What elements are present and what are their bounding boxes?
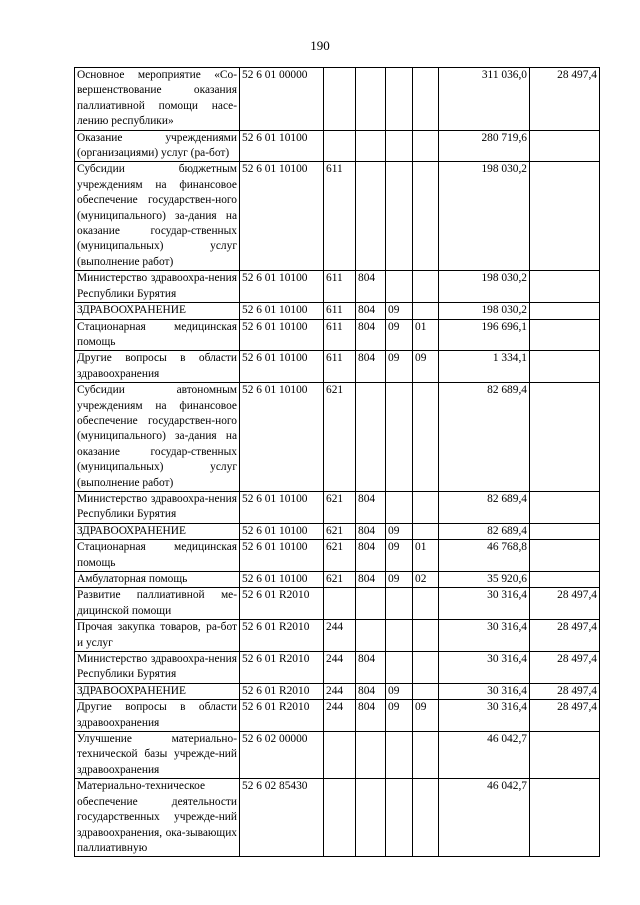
row-name-cell: Другие вопросы в области здравоохранения bbox=[75, 351, 240, 383]
amount-total-cell: 30 316,4 bbox=[439, 683, 530, 699]
expense-type-cell: 621 bbox=[324, 491, 356, 523]
table-row bbox=[75, 732, 600, 779]
amount-total-cell: 30 316,4 bbox=[439, 620, 530, 652]
subsection-cell bbox=[413, 523, 439, 539]
row-name-cell: Развитие паллиативной ме-дицинской помощи bbox=[75, 588, 240, 620]
row-name-cell: Министерство здравоохра-нения Республики Бурятия bbox=[75, 491, 240, 523]
section-cell: 09 bbox=[386, 351, 413, 383]
expense-type-cell: 611 bbox=[324, 319, 356, 351]
section-cell bbox=[386, 130, 413, 162]
amount-federal-cell: 28 497,4 bbox=[530, 68, 600, 131]
row-name-cell: Субсидии автономным учреждениям на финансовое обеспечение государствен-ного (муниципального) за-дания на оказание государ-ственных (муниципальных) услуг (выполнение работ) bbox=[75, 383, 240, 492]
amount-total-cell: 198 030,2 bbox=[439, 162, 530, 271]
ministry-code-cell: 804 bbox=[356, 319, 386, 351]
row-name-cell: Стационарная медицинская помощь bbox=[75, 540, 240, 572]
section-cell bbox=[386, 383, 413, 492]
table-row bbox=[75, 779, 600, 857]
amount-federal-cell: 28 497,4 bbox=[530, 620, 600, 652]
row-name-cell: Стационарная медицинская помощь bbox=[75, 319, 240, 351]
amount-federal-cell: 28 497,4 bbox=[530, 652, 600, 684]
table-row bbox=[75, 271, 600, 303]
ministry-code-cell: 804 bbox=[356, 540, 386, 572]
ministry-code-cell bbox=[356, 162, 386, 271]
ministry-code-cell bbox=[356, 620, 386, 652]
row-name-cell: Другие вопросы в области здравоохранения bbox=[75, 700, 240, 732]
subsection-cell bbox=[413, 130, 439, 162]
expense-type-cell: 244 bbox=[324, 683, 356, 699]
ministry-code-cell: 804 bbox=[356, 271, 386, 303]
table-row bbox=[75, 540, 600, 572]
target-article-cell: 52 6 01 R2010 bbox=[240, 700, 324, 732]
table-row bbox=[75, 130, 600, 162]
expense-type-cell: 244 bbox=[324, 620, 356, 652]
amount-total-cell: 30 316,4 bbox=[439, 652, 530, 684]
expense-type-cell bbox=[324, 588, 356, 620]
target-article-cell: 52 6 01 10100 bbox=[240, 303, 324, 319]
amount-total-cell: 1 334,1 bbox=[439, 351, 530, 383]
section-cell: 09 bbox=[386, 700, 413, 732]
amount-total-cell: 198 030,2 bbox=[439, 303, 530, 319]
amount-federal-cell bbox=[530, 162, 600, 271]
section-cell bbox=[386, 271, 413, 303]
table-row bbox=[75, 652, 600, 684]
ministry-code-cell: 804 bbox=[356, 303, 386, 319]
section-cell: 09 bbox=[386, 319, 413, 351]
section-cell bbox=[386, 162, 413, 271]
ministry-code-cell bbox=[356, 130, 386, 162]
section-cell bbox=[386, 68, 413, 131]
target-article-cell: 52 6 01 10100 bbox=[240, 572, 324, 588]
target-article-cell: 52 6 01 R2010 bbox=[240, 652, 324, 684]
subsection-cell bbox=[413, 588, 439, 620]
subsection-cell bbox=[413, 162, 439, 271]
subsection-cell: 01 bbox=[413, 540, 439, 572]
expense-type-cell: 611 bbox=[324, 162, 356, 271]
subsection-cell: 09 bbox=[413, 700, 439, 732]
target-article-cell: 52 6 01 10100 bbox=[240, 351, 324, 383]
row-name-cell: Министерство здравоохра-нения Республики Бурятия bbox=[75, 271, 240, 303]
target-article-cell: 52 6 02 85430 bbox=[240, 779, 324, 857]
target-article-cell: 52 6 01 10100 bbox=[240, 540, 324, 572]
amount-federal-cell bbox=[530, 523, 600, 539]
ministry-code-cell bbox=[356, 588, 386, 620]
row-name-cell: Улучшение материально-технической базы учрежде-ний здравоохранения bbox=[75, 732, 240, 779]
amount-total-cell: 35 920,6 bbox=[439, 572, 530, 588]
expense-type-cell: 621 bbox=[324, 383, 356, 492]
section-cell: 09 bbox=[386, 303, 413, 319]
table-row bbox=[75, 319, 600, 351]
ministry-code-cell bbox=[356, 383, 386, 492]
target-article-cell: 52 6 01 10100 bbox=[240, 523, 324, 539]
section-cell: 09 bbox=[386, 523, 413, 539]
amount-total-cell: 46 768,8 bbox=[439, 540, 530, 572]
amount-total-cell: 46 042,7 bbox=[439, 779, 530, 857]
table-row bbox=[75, 588, 600, 620]
subsection-cell bbox=[413, 620, 439, 652]
expense-type-cell bbox=[324, 68, 356, 131]
ministry-code-cell: 804 bbox=[356, 491, 386, 523]
ministry-code-cell: 804 bbox=[356, 572, 386, 588]
row-name-cell: Министерство здравоохра-нения Республики Бурятия bbox=[75, 652, 240, 684]
target-article-cell: 52 6 01 10100 bbox=[240, 319, 324, 351]
row-name-cell: Оказание учреждениями (организациями) услуг (ра-бот) bbox=[75, 130, 240, 162]
target-article-cell: 52 6 02 00000 bbox=[240, 732, 324, 779]
target-article-cell: 52 6 01 R2010 bbox=[240, 588, 324, 620]
expense-type-cell bbox=[324, 732, 356, 779]
amount-total-cell: 196 696,1 bbox=[439, 319, 530, 351]
section-cell bbox=[386, 652, 413, 684]
expense-type-cell: 611 bbox=[324, 303, 356, 319]
row-name-cell: Субсидии бюджетным учреждениям на финансовое обеспечение государствен-ного (муниципального) за-дания на оказание государ-ственных (муниципальных) услуг (выполнение работ) bbox=[75, 162, 240, 271]
ministry-code-cell: 804 bbox=[356, 523, 386, 539]
ministry-code-cell bbox=[356, 732, 386, 779]
amount-federal-cell bbox=[530, 383, 600, 492]
amount-total-cell: 311 036,0 bbox=[439, 68, 530, 131]
expense-type-cell: 611 bbox=[324, 271, 356, 303]
ministry-code-cell: 804 bbox=[356, 683, 386, 699]
target-article-cell: 52 6 01 10100 bbox=[240, 271, 324, 303]
subsection-cell bbox=[413, 732, 439, 779]
ministry-code-cell: 804 bbox=[356, 652, 386, 684]
expense-type-cell: 244 bbox=[324, 700, 356, 732]
amount-federal-cell bbox=[530, 779, 600, 857]
row-name-cell: Амбулаторная помощь bbox=[75, 572, 240, 588]
subsection-cell bbox=[413, 652, 439, 684]
amount-federal-cell: 28 497,4 bbox=[530, 700, 600, 732]
subsection-cell bbox=[413, 271, 439, 303]
table-row bbox=[75, 303, 600, 319]
subsection-cell bbox=[413, 683, 439, 699]
target-article-cell: 52 6 01 00000 bbox=[240, 68, 324, 131]
target-article-cell: 52 6 01 10100 bbox=[240, 130, 324, 162]
amount-total-cell: 198 030,2 bbox=[439, 271, 530, 303]
target-article-cell: 52 6 01 10100 bbox=[240, 491, 324, 523]
ministry-code-cell bbox=[356, 779, 386, 857]
expense-type-cell: 621 bbox=[324, 572, 356, 588]
amount-total-cell: 82 689,4 bbox=[439, 383, 530, 492]
amount-federal-cell bbox=[530, 271, 600, 303]
table-row bbox=[75, 523, 600, 539]
amount-federal-cell: 28 497,4 bbox=[530, 683, 600, 699]
target-article-cell: 52 6 01 R2010 bbox=[240, 620, 324, 652]
target-article-cell: 52 6 01 R2010 bbox=[240, 683, 324, 699]
amount-total-cell: 280 719,6 bbox=[439, 130, 530, 162]
subsection-cell: 09 bbox=[413, 351, 439, 383]
target-article-cell: 52 6 01 10100 bbox=[240, 162, 324, 271]
table-row bbox=[75, 572, 600, 588]
table-row bbox=[75, 162, 600, 271]
section-cell: 09 bbox=[386, 572, 413, 588]
amount-federal-cell bbox=[530, 130, 600, 162]
row-name-cell: ЗДРАВООХРАНЕНИЕ bbox=[75, 523, 240, 539]
row-name-cell: Материально-техническое обеспечение деятельности государственных учрежде-ний здравоохранения, ока-зывающих паллиативную bbox=[75, 779, 240, 857]
table-row bbox=[75, 351, 600, 383]
expense-type-cell bbox=[324, 779, 356, 857]
amount-total-cell: 82 689,4 bbox=[439, 491, 530, 523]
amount-total-cell: 82 689,4 bbox=[439, 523, 530, 539]
table-row bbox=[75, 491, 600, 523]
target-article-cell: 52 6 01 10100 bbox=[240, 383, 324, 492]
ministry-code-cell: 804 bbox=[356, 700, 386, 732]
section-cell bbox=[386, 620, 413, 652]
expense-type-cell: 621 bbox=[324, 540, 356, 572]
table-row bbox=[75, 68, 600, 131]
amount-federal-cell bbox=[530, 540, 600, 572]
amount-total-cell: 46 042,7 bbox=[439, 732, 530, 779]
budget-table bbox=[74, 67, 600, 857]
amount-federal-cell bbox=[530, 351, 600, 383]
amount-total-cell: 30 316,4 bbox=[439, 700, 530, 732]
row-name-cell: ЗДРАВООХРАНЕНИЕ bbox=[75, 683, 240, 699]
amount-total-cell: 30 316,4 bbox=[439, 588, 530, 620]
subsection-cell bbox=[413, 303, 439, 319]
amount-federal-cell: 28 497,4 bbox=[530, 588, 600, 620]
amount-federal-cell bbox=[530, 491, 600, 523]
subsection-cell: 01 bbox=[413, 319, 439, 351]
subsection-cell bbox=[413, 68, 439, 131]
subsection-cell bbox=[413, 779, 439, 857]
table-row bbox=[75, 683, 600, 699]
amount-federal-cell bbox=[530, 732, 600, 779]
section-cell bbox=[386, 779, 413, 857]
section-cell bbox=[386, 588, 413, 620]
expense-type-cell: 244 bbox=[324, 652, 356, 684]
amount-federal-cell bbox=[530, 572, 600, 588]
expense-type-cell: 621 bbox=[324, 523, 356, 539]
row-name-cell: Прочая закупка товаров, ра-бот и услуг bbox=[75, 620, 240, 652]
subsection-cell bbox=[413, 383, 439, 492]
row-name-cell: ЗДРАВООХРАНЕНИЕ bbox=[75, 303, 240, 319]
expense-type-cell: 611 bbox=[324, 351, 356, 383]
subsection-cell: 02 bbox=[413, 572, 439, 588]
subsection-cell bbox=[413, 491, 439, 523]
expense-type-cell bbox=[324, 130, 356, 162]
section-cell: 09 bbox=[386, 683, 413, 699]
page-number: 190 bbox=[310, 38, 330, 53]
ministry-code-cell: 804 bbox=[356, 351, 386, 383]
section-cell: 09 bbox=[386, 540, 413, 572]
section-cell bbox=[386, 491, 413, 523]
amount-federal-cell bbox=[530, 319, 600, 351]
section-cell bbox=[386, 732, 413, 779]
table-row bbox=[75, 383, 600, 492]
amount-federal-cell bbox=[530, 303, 600, 319]
row-name-cell: Основное мероприятие «Со-вершенствование оказания паллиативной помощи насе-лению республики» bbox=[75, 68, 240, 131]
table-row bbox=[75, 700, 600, 732]
ministry-code-cell bbox=[356, 68, 386, 131]
table-row bbox=[75, 620, 600, 652]
